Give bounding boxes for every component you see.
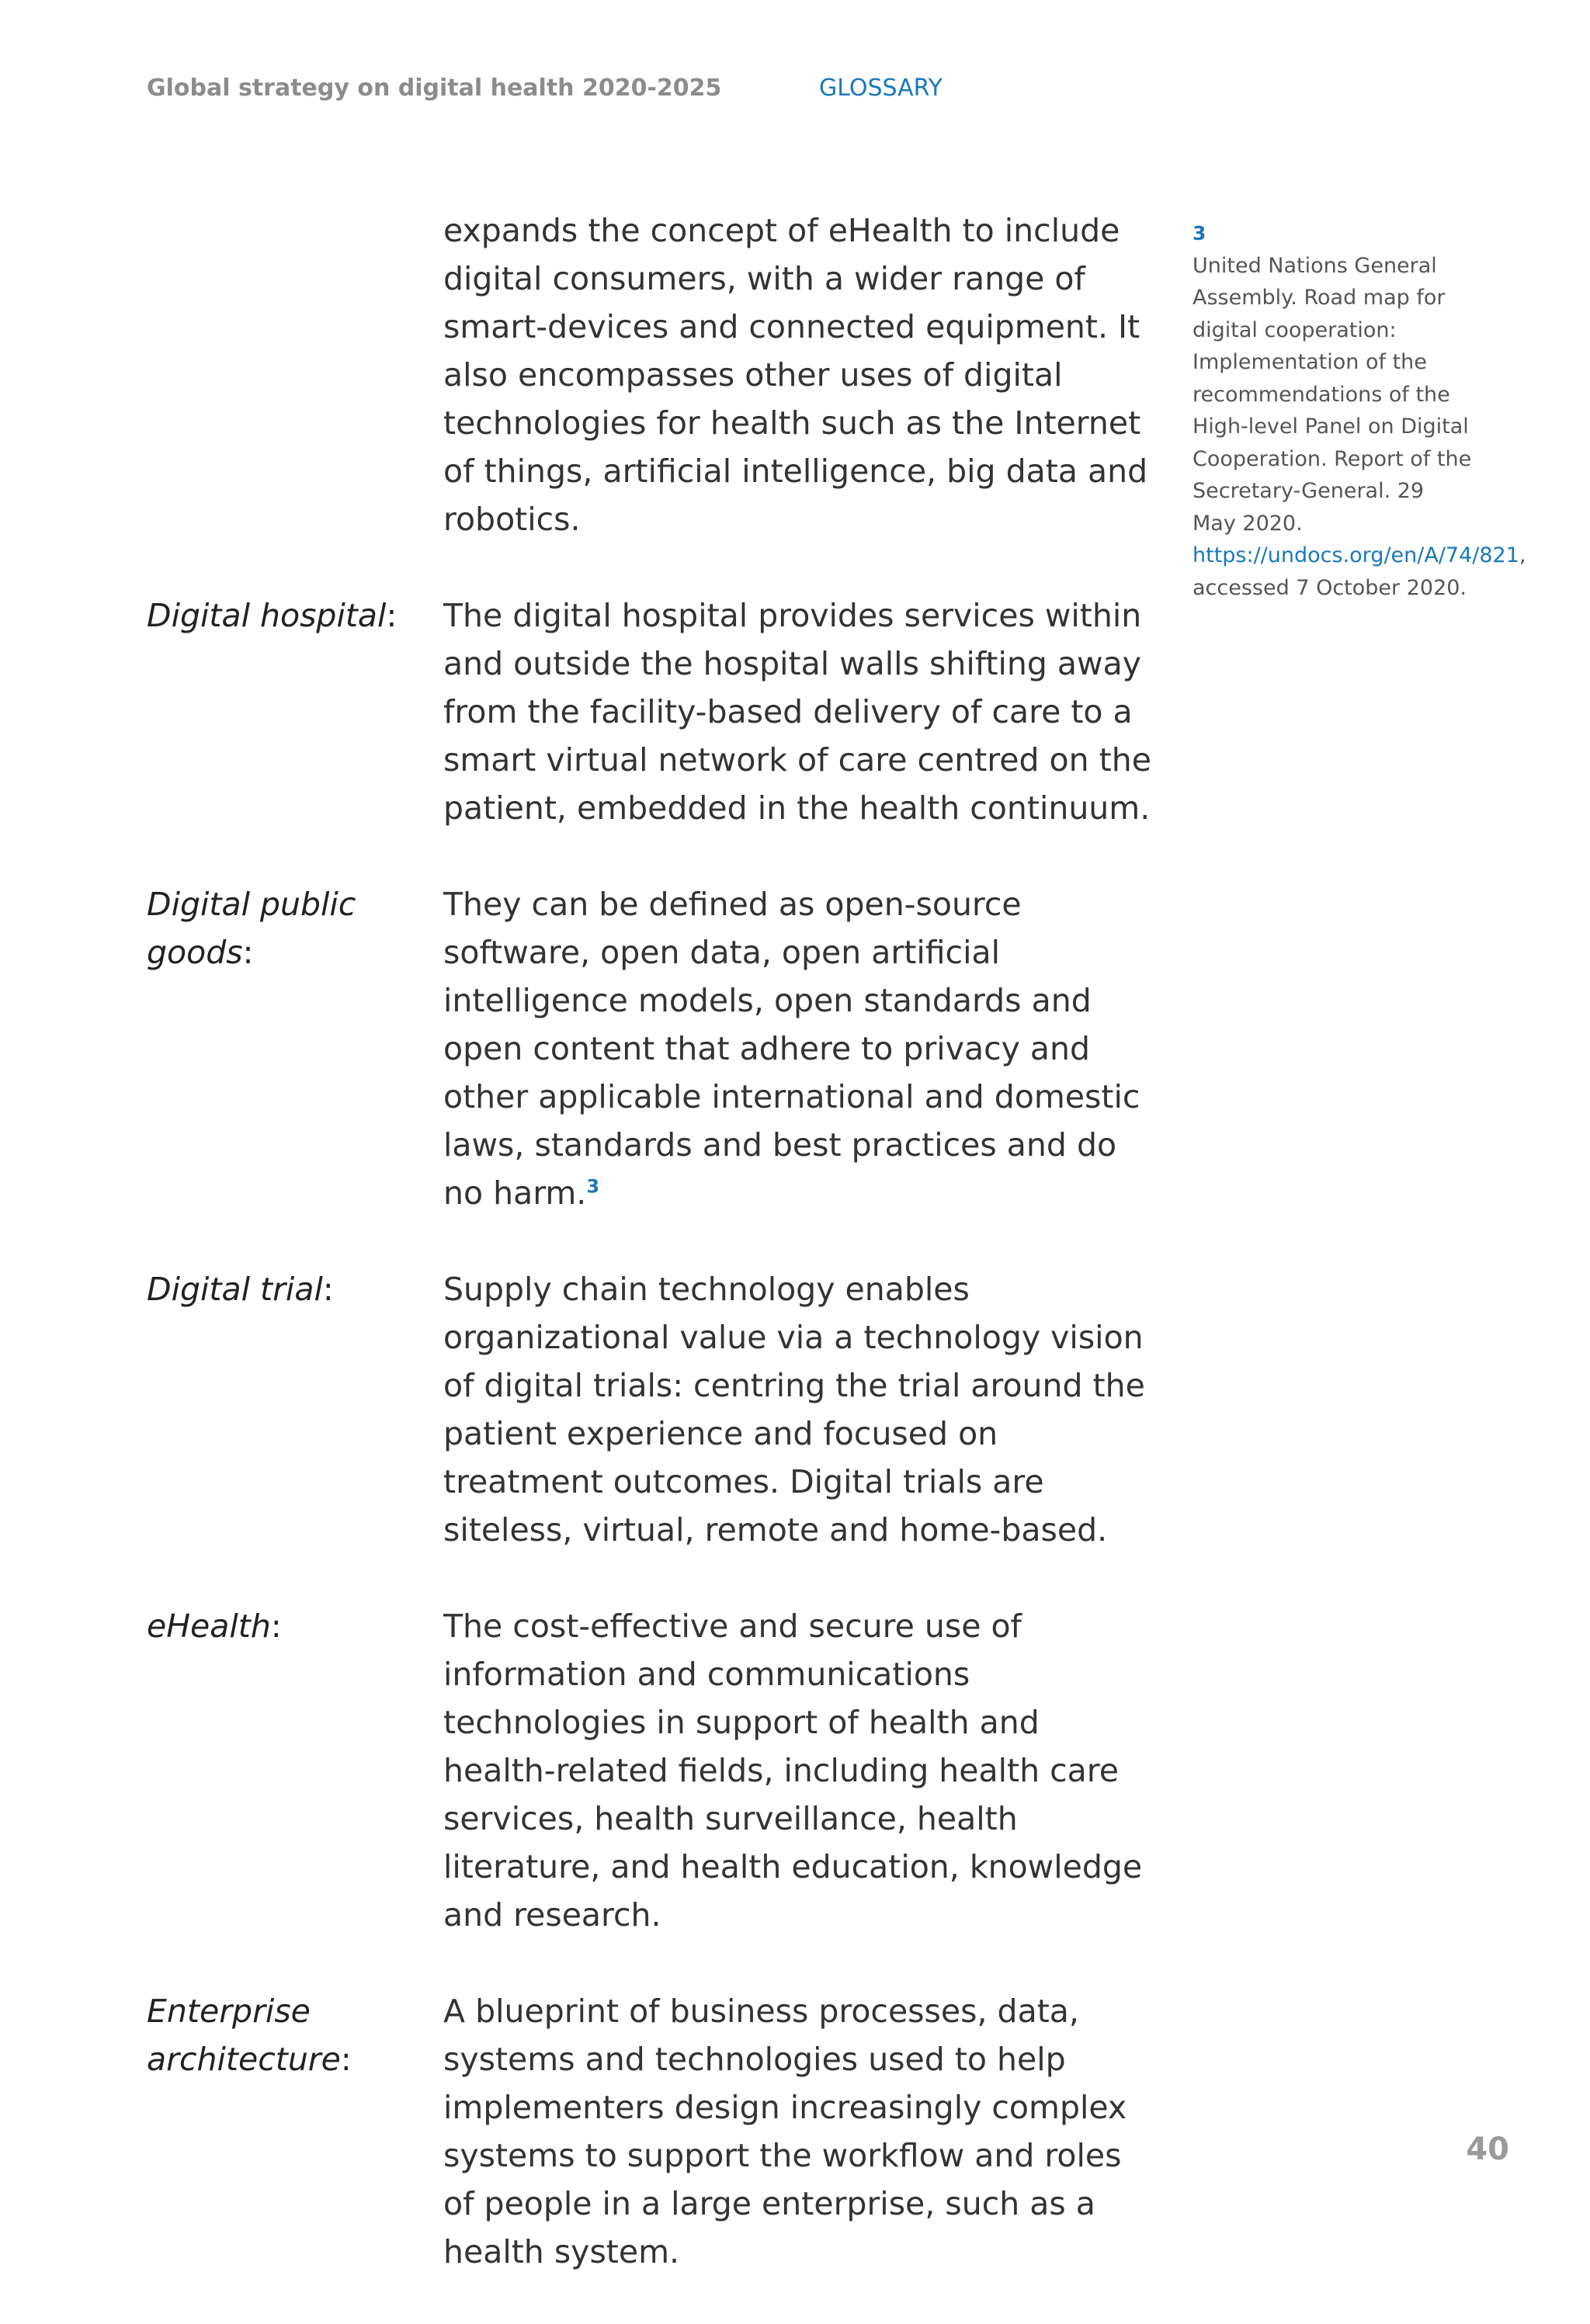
glossary-entries [0,206,1196,2324]
glossary-definition [443,1265,1158,1554]
glossary-definition [443,880,1158,1217]
glossary-definition [443,591,1158,832]
glossary-entry [0,591,1196,832]
running-header-title: Global strategy on digital health 2020-2025 [147,75,722,102]
definition-text: A blueprint of business processes, data, systems and technologies used to help implementers design increasingly complex systems to support the workflow and roles of people in a large enterprise, such as a health system. [443,1993,1127,2270]
glossary-entry [0,1987,1196,2276]
term-text: eHealth [147,1608,271,1645]
definition-text: The digital hospital provides services within and outside the hospital walls shifting away from the facility-based delivery of care to a smart virtual network of care centred on the patient, embedded in the health continuum. [443,597,1151,827]
glossary-term: eHealth: [147,1608,282,1645]
page-number: 40 [1466,2131,1509,2167]
glossary-term: Digital trial: [147,1271,334,1308]
definition-text: Supply chain technology enables organizational value via a technology vision of digital trials: centring the trial around the patient experience and focused on treatment outcomes. Digital trials are siteless, virtual, remote and home-based. [443,1271,1145,1549]
term-text: Digital hospital [147,597,387,634]
footnote-link[interactable]: https://undocs.org/en/A/74/821 [1192,543,1519,567]
definition-text: expands the concept of eHealth to include digital consumers, with a wider range of smart-devices and connected equipment. It also encompasses other uses of digital technologies for health such as the Internet of things, artificial intelligence, big data and robotics. [443,212,1148,538]
term-text: Digital trial [147,1271,323,1308]
glossary-definition [443,1987,1158,2276]
running-header-section: GLOSSARY [819,75,943,102]
definition-text: The cost-effective and secure use of information and communications technologies in support of health and health-related fields, including health care services, health surveillance, health literature, and health education, knowledge and research. [443,1608,1143,1934]
glossary-definition [443,1602,1158,1939]
term-text: Enterprise architecture [147,1993,341,2078]
term-text: Digital public goods [147,886,356,971]
glossary-entry [0,880,1196,1217]
definition-continuation [443,206,1158,543]
footnote-reference-link[interactable]: 3 [586,1175,600,1198]
definition-text: They can be defined as open-source software, open data, open artificial intelligence models, open standards and open content that adhere to privacy and other applicable international and domestic laws, standards and best practices and do no harm. [443,886,1140,1212]
glossary-entry-continuation [0,206,1196,543]
glossary-term: Enterprise architecture: [147,1993,352,2078]
glossary-term: Digital public goods: [147,886,356,971]
footnote-accessed: , accessed 7 October 2020. [1192,543,1526,600]
glossary-entry [0,1265,1196,1554]
glossary-entry [0,1602,1196,1939]
glossary-term: Digital hospital: [147,597,398,634]
footnote-text: United Nations General Assembly. Road map for digital cooperation: Implementation of the recommendations of the High-level Panel on Digital Cooperation. Report of the Secretary-General. 29 May 2020. [1192,253,1472,536]
footnote [1192,217,1526,604]
footnote-number: 3 [1192,222,1206,245]
